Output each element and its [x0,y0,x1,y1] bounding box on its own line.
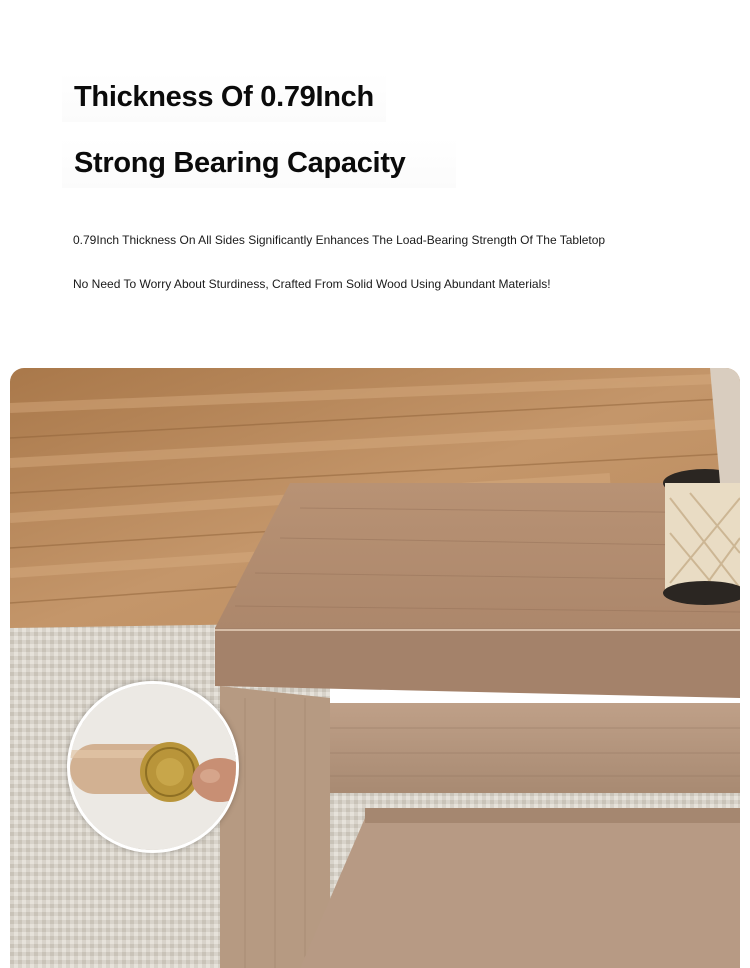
headline-thickness: Thickness Of 0.79Inch [62,72,386,122]
headline-bearing-capacity: Strong Bearing Capacity [62,138,456,188]
product-photo [10,368,740,968]
detail-zoom-circle [67,681,239,853]
description-line-1: 0.79Inch Thickness On All Sides Significantly Enhances The Load-Bearing Strength Of The Tabletop [73,233,606,247]
description-line-2: No Need To Worry About Sturdiness, Crafted From Solid Wood Using Abundant Materials! [73,277,551,291]
